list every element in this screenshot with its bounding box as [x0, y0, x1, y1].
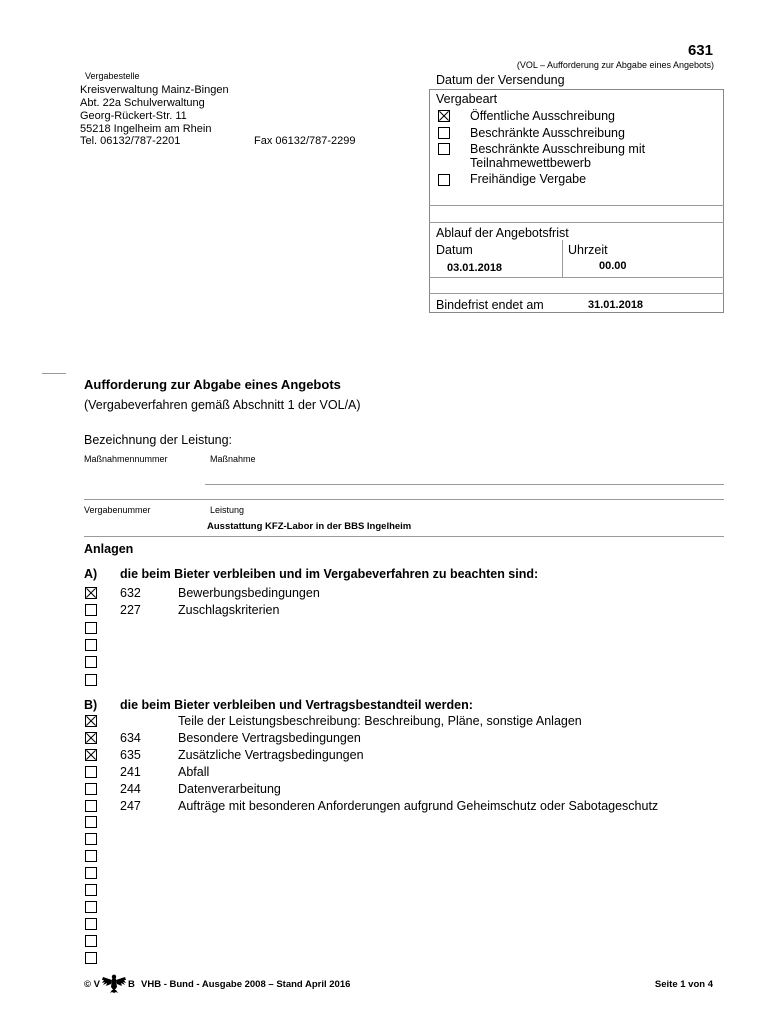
- divider: [429, 205, 724, 206]
- anlage-checkbox[interactable]: [85, 604, 97, 616]
- anlage-checkbox[interactable]: [85, 715, 97, 727]
- anlage-number: 634: [120, 730, 141, 745]
- section-b-letter: B): [84, 698, 98, 712]
- anlage-checkbox[interactable]: [85, 901, 97, 913]
- page-title: Aufforderung zur Abgabe eines Angebots: [84, 377, 341, 392]
- vergabestelle-fax: Fax 06132/787-2299: [254, 135, 356, 147]
- anlage-text: Teile der Leistungsbeschreibung: Beschreibung, Pläne, sonstige Anlagen: [178, 714, 582, 728]
- vergabeart-teilnahme-checkbox[interactable]: [438, 143, 450, 155]
- divider: [429, 277, 724, 278]
- divider: [84, 536, 724, 537]
- divider: [429, 222, 724, 223]
- vergabeart-label: Vergabeart: [436, 92, 498, 106]
- vergabeart-oeffentlich-checkbox[interactable]: [438, 110, 450, 122]
- divider: [429, 293, 724, 294]
- anlage-checkbox[interactable]: [85, 674, 97, 686]
- angebotsfrist-label: Ablauf der Angebotsfrist: [436, 226, 569, 240]
- anlage-checkbox[interactable]: [85, 816, 97, 828]
- vergabeart-option-label: Öffentliche Ausschreibung: [470, 109, 616, 123]
- datum-label: Datum: [436, 243, 473, 257]
- anlage-text: Besondere Vertragsbedingungen: [178, 730, 361, 745]
- section-b-heading: die beim Bieter verbleiben und Vertragsbestandteil werden:: [120, 698, 473, 712]
- anlage-checkbox[interactable]: [85, 850, 97, 862]
- datum-versendung-label: Datum der Versendung: [436, 73, 565, 87]
- anlage-text: Bewerbungsbedingungen: [178, 586, 320, 600]
- anlage-checkbox[interactable]: [85, 952, 97, 964]
- fold-mark: [42, 373, 66, 374]
- form-number: 631: [687, 42, 713, 59]
- anlage-text: Zusätzliche Vertragsbedingungen: [178, 747, 364, 762]
- anlage-checkbox[interactable]: [85, 732, 97, 744]
- anlage-checkbox[interactable]: [85, 639, 97, 651]
- divider: [84, 499, 724, 500]
- vergabenummer-label: Vergabenummer: [84, 505, 151, 515]
- eagle-logo-icon: [101, 972, 127, 994]
- leistung-label: Leistung: [210, 505, 245, 515]
- vergabestelle-street: Georg-Rückert-Str. 11: [80, 110, 187, 122]
- vergabestelle-dept: Abt. 22a Schulverwaltung: [80, 97, 205, 109]
- anlage-checkbox[interactable]: [85, 783, 97, 795]
- anlage-checkbox[interactable]: [85, 800, 97, 812]
- footer-copyright-prefix: © V: [84, 979, 100, 990]
- uhrzeit-label: Uhrzeit: [568, 243, 608, 257]
- anlage-text: Zuschlagskriterien: [178, 603, 280, 618]
- anlage-number: 244: [120, 781, 141, 796]
- vergabeart-freihaendig-checkbox[interactable]: [438, 174, 450, 186]
- massnahmennummer-label: Maßnahmennummer: [84, 454, 168, 464]
- anlage-number: 247: [120, 798, 141, 813]
- anlage-text: Abfall: [178, 764, 210, 779]
- anlage-checkbox[interactable]: [85, 867, 97, 879]
- anlage-text: Datenverarbeitung: [178, 781, 281, 796]
- anlage-checkbox[interactable]: [85, 656, 97, 668]
- vergabestelle-city: 55218 Ingelheim am Rhein: [80, 123, 212, 135]
- bindefrist-value: 31.01.2018: [588, 299, 644, 311]
- massnahme-label: Maßnahme: [210, 454, 256, 464]
- page-subtitle: (Vergabeverfahren gemäß Abschnitt 1 der VOL/A): [84, 398, 361, 412]
- anlage-checkbox[interactable]: [85, 587, 97, 599]
- footer-page-number: Seite 1 von 4: [654, 979, 713, 990]
- anlage-checkbox[interactable]: [85, 833, 97, 845]
- section-a-letter: A): [84, 567, 98, 581]
- divider: [562, 240, 563, 278]
- anlage-text: Aufträge mit besonderen Anforderungen aufgrund Geheimschutz oder Sabotageschutz: [178, 798, 659, 813]
- anlagen-label: Anlagen: [84, 542, 134, 556]
- vergabestelle-name: Kreisverwaltung Mainz-Bingen: [80, 84, 229, 96]
- footer-edition: VHB - Bund - Ausgabe 2008 – Stand April 2016: [141, 979, 351, 990]
- anlage-number: 635: [120, 747, 141, 762]
- uhrzeit-value: 00.00: [599, 260, 627, 272]
- anlage-checkbox[interactable]: [85, 884, 97, 896]
- bezeichnung-label: Bezeichnung der Leistung:: [84, 433, 233, 447]
- vergabeart-option-label: Beschränkte Ausschreibung mit: [470, 142, 646, 156]
- massnahme-line: [205, 484, 724, 485]
- footer-copyright-suffix: B: [128, 979, 135, 990]
- leistung-value: Ausstattung KFZ-Labor in der BBS Ingelheim: [207, 521, 412, 532]
- anlage-checkbox[interactable]: [85, 935, 97, 947]
- anlage-checkbox[interactable]: [85, 766, 97, 778]
- datum-value: 03.01.2018: [447, 262, 503, 274]
- anlage-checkbox[interactable]: [85, 622, 97, 634]
- vergabeart-option-label: Freihändige Vergabe: [470, 172, 587, 186]
- bindefrist-label: Bindefrist endet am: [436, 298, 544, 312]
- form-subtitle: (VOL – Aufforderung zur Abgabe eines Angebots): [516, 60, 714, 70]
- anlage-number: 632: [120, 586, 141, 600]
- anlage-checkbox[interactable]: [85, 749, 97, 761]
- vergabeart-beschraenkt-checkbox[interactable]: [438, 127, 450, 139]
- vergabeart-option-label-2: Teilnahmewettbewerb: [470, 156, 591, 170]
- anlage-checkbox[interactable]: [85, 918, 97, 930]
- section-a-heading: die beim Bieter verbleiben und im Vergabeverfahren zu beachten sind:: [120, 567, 539, 581]
- vergabestelle-label: Vergabestelle: [85, 71, 140, 81]
- vergabestelle-tel: Tel. 06132/787-2201: [80, 135, 181, 147]
- anlage-number: 227: [120, 603, 141, 618]
- anlage-number: 241: [120, 764, 141, 779]
- vergabeart-option-label: Beschränkte Ausschreibung: [470, 126, 625, 140]
